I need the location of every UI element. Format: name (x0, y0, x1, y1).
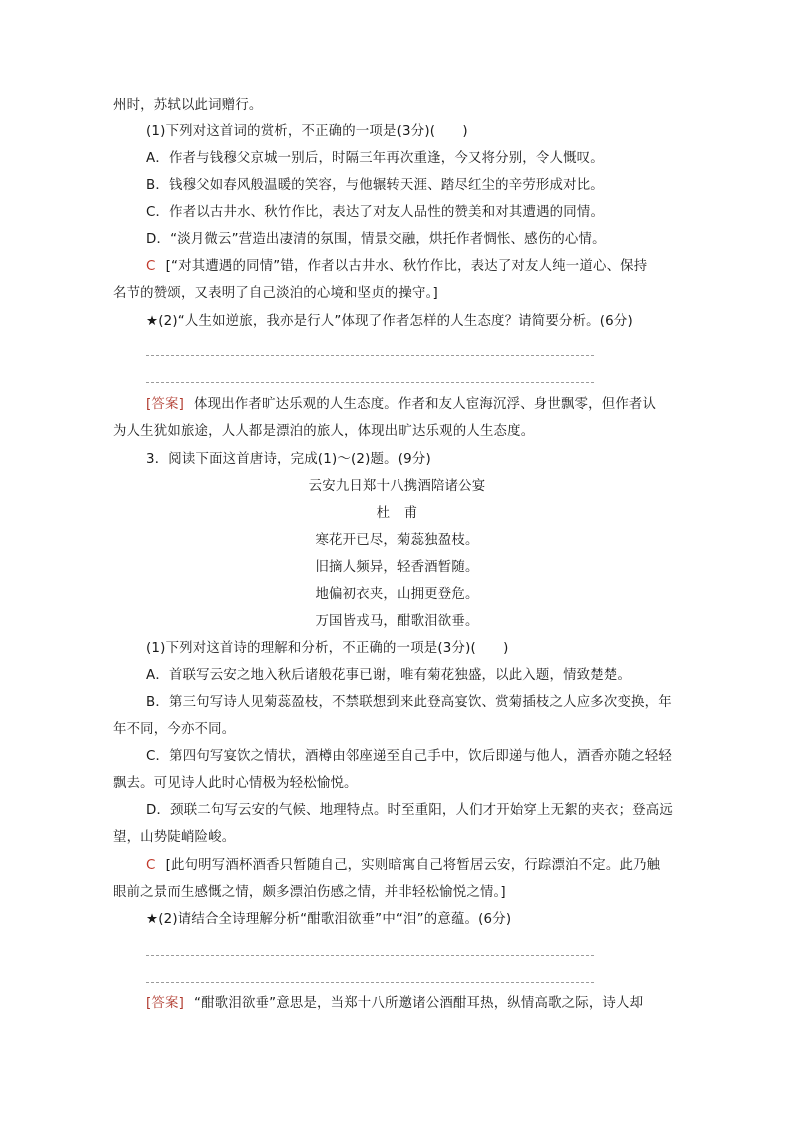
q3-1-option-a: A．首联写云安之地入秋后诸般花事已谢，唯有菊花独盛，以此入题，情致楚楚。 (146, 668, 632, 683)
q3-2-stem: ★(2)请结合全诗理解分析“酣歌泪欲垂”中“泪”的意蕴。(6分) (146, 912, 512, 927)
answer-blank-line[interactable] (146, 382, 594, 383)
q3-1-option-b-cont: 年不同，今亦不同。 (113, 722, 236, 737)
answer-text: “酣歌泪欲垂”意思是，当郑十八所邀诸公酒酣耳热，纵情高歌之际，诗人却 (194, 996, 644, 1011)
q1-1-option-d: D．“淡月微云”营造出凄清的氛围，情景交融，烘托作者惆怅、感伤的心情。 (146, 232, 606, 247)
q1-1-stem: (1)下列对这首词的赏析，不正确的一项是(3分)( ) (146, 124, 468, 139)
q3-1-option-c-cont: 飘去。可见诗人此时心情极为轻松愉悦。 (113, 776, 358, 791)
q3-1-answer-cont: 眼前之景而生感慨之情，颇多漂泊伤感之情，并非轻松愉悦之情。] (113, 885, 506, 900)
intro-tail: 州时，苏轼以此词赠行。 (113, 98, 263, 113)
q1-2-answer (146, 395, 656, 415)
answer-blank-line[interactable] (146, 955, 594, 956)
answer-text: [此句明写酒杯酒香只暂随自己，实则暗寓自己将暂居云安，行踪漂泊不定。此乃触 (165, 858, 661, 873)
poem-line: 万国皆戎马，酣歌泪欲垂。 (315, 614, 479, 629)
answer-blank-line[interactable] (146, 355, 594, 356)
q3-2-answer (146, 994, 643, 1014)
q1-1-answer-cont: 名节的赞颂，又表明了自己淡泊的心境和坚贞的操守。] (113, 286, 438, 301)
poem-line: 寒花开已尽，菊蕊独盈枝。 (315, 533, 479, 548)
q1-1-option-c: C．作者以古井水、秋竹作比，表达了对友人品性的赞美和对其遭遇的同情。 (146, 205, 605, 220)
q3-1-option-c: C．第四句写宴饮之情状，酒樽由邻座递至自己手中，饮后即递与他人，酒香亦随之轻轻 (146, 749, 672, 764)
answer-blank-line[interactable] (146, 982, 594, 983)
answer-text: 体现出作者旷达乐观的人生态度。作者和友人宦海沉浮、身世飘零，但作者认 (194, 397, 657, 412)
q3-1-option-b: B．第三句写诗人见菊蕊盈枝，不禁联想到来此登高宴饮、赏菊插枝之人应多次变换，年 (146, 695, 672, 710)
q3-1-answer (146, 856, 660, 876)
poem-line: 地偏初衣夹，山拥更登危。 (315, 587, 479, 602)
poem-author: 杜 甫 (376, 506, 418, 521)
answer-letter: C (146, 259, 156, 274)
poem-title: 云安九日郑十八携酒陪诸公宴 (308, 479, 486, 494)
q1-1-option-a: A．作者与钱穆父京城一别后，时隔三年再次重逢，今又将分别，令人慨叹。 (146, 151, 604, 166)
q1-2-stem: ★(2)“人生如逆旅，我亦是行人”体现了作者怎样的人生态度？请简要分析。(6分) (146, 314, 633, 329)
q1-1-answer (146, 257, 647, 277)
q3-stem: 3．阅读下面这首唐诗，完成(1)～(2)题。(9分) (146, 452, 431, 467)
answer-letter: C (146, 858, 156, 873)
q3-1-stem: (1)下列对这首诗的理解和分析，不正确的一项是(3分)( ) (146, 641, 509, 656)
q3-1-option-d: D．颈联二句写云安的气候、地理特点。时至重阳，人们才开始穿上无絮的夹衣；登高远 (146, 803, 673, 818)
poem-line: 旧摘人频异，轻香酒暂随。 (315, 560, 479, 575)
answer-tag: [答案] (146, 996, 185, 1011)
q1-1-option-b: B．钱穆父如春风般温暖的笑容，与他辗转天涯、踏尽红尘的辛劳形成对比。 (146, 178, 604, 193)
answer-tag: [答案] (146, 397, 185, 412)
answer-text: [“对其遭遇的同情”错，作者以古井水、秋竹作比，表达了对友人纯一道心、保持 (165, 259, 648, 274)
q1-2-answer-cont: 为人生犹如旅途，人人都是漂泊的旅人，体现出旷达乐观的人生态度。 (113, 424, 535, 439)
q3-1-option-d-cont: 望，山势陡峭险峻。 (113, 830, 236, 845)
